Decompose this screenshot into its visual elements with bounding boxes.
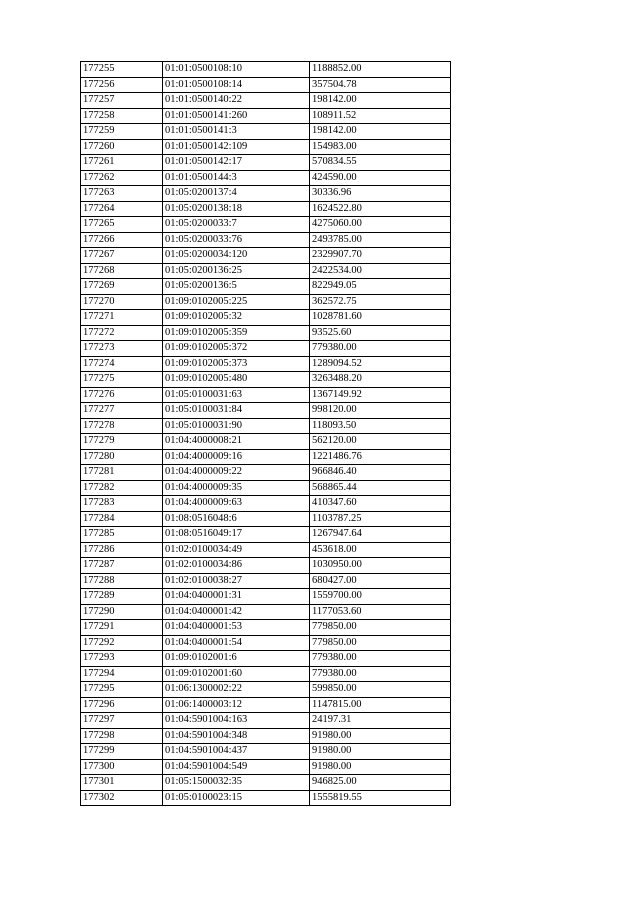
value-cell: 568865.44 <box>310 480 451 496</box>
table-row <box>81 387 451 403</box>
cadastral-number-cell: 01:05:0100031:84 <box>163 403 310 419</box>
table-row <box>81 310 451 326</box>
cadastral-number-cell: 01:09:0102005:359 <box>163 325 310 341</box>
value-cell: 108911.52 <box>310 108 451 124</box>
row-number-cell: 177279 <box>81 434 163 450</box>
table-row <box>81 697 451 713</box>
table-row <box>81 232 451 248</box>
row-number-cell: 177283 <box>81 496 163 512</box>
cadastral-number-cell: 01:02:0100038:27 <box>163 573 310 589</box>
cadastral-number-cell: 01:08:0516048:6 <box>163 511 310 527</box>
cadastral-number-cell: 01:04:0400001:42 <box>163 604 310 620</box>
cadastral-number-cell: 01:04:5901004:163 <box>163 713 310 729</box>
row-number-cell: 177296 <box>81 697 163 713</box>
value-cell: 779850.00 <box>310 620 451 636</box>
table-row <box>81 248 451 264</box>
value-cell: 154983.00 <box>310 139 451 155</box>
table-row <box>81 263 451 279</box>
row-number-cell: 177272 <box>81 325 163 341</box>
row-number-cell: 177255 <box>81 62 163 78</box>
cadastral-number-cell: 01:09:0102005:373 <box>163 356 310 372</box>
cadastral-number-cell: 01:06:1300002:22 <box>163 682 310 698</box>
row-number-cell: 177292 <box>81 635 163 651</box>
row-number-cell: 177275 <box>81 372 163 388</box>
cadastral-number-cell: 01:04:4000009:63 <box>163 496 310 512</box>
cadastral-number-cell: 01:01:0500141:3 <box>163 124 310 140</box>
cadastral-number-cell: 01:01:0500142:17 <box>163 155 310 171</box>
value-cell: 1028781.60 <box>310 310 451 326</box>
table-row <box>81 170 451 186</box>
value-cell: 1289094.52 <box>310 356 451 372</box>
row-number-cell: 177280 <box>81 449 163 465</box>
cadastral-number-cell: 01:01:0500108:14 <box>163 77 310 93</box>
table-row <box>81 201 451 217</box>
row-number-cell: 177291 <box>81 620 163 636</box>
table-row <box>81 186 451 202</box>
table-row <box>81 77 451 93</box>
cadastral-number-cell: 01:05:0200033:7 <box>163 217 310 233</box>
cadastral-number-cell: 01:02:0100034:49 <box>163 542 310 558</box>
cadastral-number-cell: 01:05:0200136:5 <box>163 279 310 295</box>
table-row <box>81 573 451 589</box>
table-row <box>81 527 451 543</box>
cadastral-number-cell: 01:04:5901004:348 <box>163 728 310 744</box>
row-number-cell: 177267 <box>81 248 163 264</box>
table-row <box>81 418 451 434</box>
value-cell: 1103787.25 <box>310 511 451 527</box>
row-number-cell: 177278 <box>81 418 163 434</box>
row-number-cell: 177295 <box>81 682 163 698</box>
row-number-cell: 177302 <box>81 790 163 806</box>
table-row <box>81 62 451 78</box>
row-number-cell: 177269 <box>81 279 163 295</box>
row-number-cell: 177277 <box>81 403 163 419</box>
value-cell: 24197.31 <box>310 713 451 729</box>
row-number-cell: 177257 <box>81 93 163 109</box>
value-cell: 91980.00 <box>310 728 451 744</box>
table-row <box>81 139 451 155</box>
value-cell: 822949.05 <box>310 279 451 295</box>
value-cell: 1177053.60 <box>310 604 451 620</box>
value-cell: 424590.00 <box>310 170 451 186</box>
cadastral-number-cell: 01:04:4000009:35 <box>163 480 310 496</box>
value-cell: 779380.00 <box>310 341 451 357</box>
value-cell: 30336.96 <box>310 186 451 202</box>
table-row <box>81 728 451 744</box>
value-cell: 779380.00 <box>310 651 451 667</box>
value-cell: 562120.00 <box>310 434 451 450</box>
cadastral-number-cell: 01:06:1400003:12 <box>163 697 310 713</box>
cadastral-number-cell: 01:05:1500032:35 <box>163 775 310 791</box>
value-cell: 998120.00 <box>310 403 451 419</box>
cadastral-number-cell: 01:09:0102005:32 <box>163 310 310 326</box>
row-number-cell: 177284 <box>81 511 163 527</box>
table-row <box>81 480 451 496</box>
value-cell: 362572.75 <box>310 294 451 310</box>
table-row <box>81 759 451 775</box>
row-number-cell: 177264 <box>81 201 163 217</box>
cadastral-number-cell: 01:05:0100031:90 <box>163 418 310 434</box>
row-number-cell: 177282 <box>81 480 163 496</box>
value-cell: 1559700.00 <box>310 589 451 605</box>
table-row <box>81 325 451 341</box>
value-cell: 4275060.00 <box>310 217 451 233</box>
value-cell: 946825.00 <box>310 775 451 791</box>
cadastral-number-cell: 01:09:0102005:372 <box>163 341 310 357</box>
value-cell: 1267947.64 <box>310 527 451 543</box>
value-cell: 91980.00 <box>310 744 451 760</box>
table-row <box>81 217 451 233</box>
value-cell: 453618.00 <box>310 542 451 558</box>
table-row <box>81 294 451 310</box>
cadastral-number-cell: 01:01:0500142:109 <box>163 139 310 155</box>
cadastral-number-cell: 01:05:0200137:4 <box>163 186 310 202</box>
table-row <box>81 434 451 450</box>
row-number-cell: 177274 <box>81 356 163 372</box>
table-row <box>81 465 451 481</box>
cadastral-number-cell: 01:04:4000008:21 <box>163 434 310 450</box>
cadastral-number-cell: 01:05:0200034:120 <box>163 248 310 264</box>
row-number-cell: 177258 <box>81 108 163 124</box>
row-number-cell: 177294 <box>81 666 163 682</box>
table-row <box>81 790 451 806</box>
cadastral-number-cell: 01:04:0400001:54 <box>163 635 310 651</box>
cadastral-number-cell: 01:05:0200138:18 <box>163 201 310 217</box>
cadastral-value-table <box>80 61 451 806</box>
table-row <box>81 620 451 636</box>
table-row <box>81 542 451 558</box>
value-cell: 1221486.76 <box>310 449 451 465</box>
row-number-cell: 177276 <box>81 387 163 403</box>
value-cell: 570834.55 <box>310 155 451 171</box>
row-number-cell: 177301 <box>81 775 163 791</box>
cadastral-number-cell: 01:09:0102001:6 <box>163 651 310 667</box>
cadastral-number-cell: 01:09:0102001:60 <box>163 666 310 682</box>
row-number-cell: 177266 <box>81 232 163 248</box>
value-cell: 779380.00 <box>310 666 451 682</box>
cadastral-number-cell: 01:04:4000009:16 <box>163 449 310 465</box>
value-cell: 779850.00 <box>310 635 451 651</box>
cadastral-number-cell: 01:05:0200033:76 <box>163 232 310 248</box>
cadastral-number-cell: 01:04:5901004:437 <box>163 744 310 760</box>
cadastral-number-cell: 01:08:0516049:17 <box>163 527 310 543</box>
table-row <box>81 635 451 651</box>
table-row <box>81 496 451 512</box>
value-cell: 966846.40 <box>310 465 451 481</box>
table-row <box>81 93 451 109</box>
cadastral-number-cell: 01:05:0100023:15 <box>163 790 310 806</box>
value-cell: 118093.50 <box>310 418 451 434</box>
cadastral-number-cell: 01:01:0500140:22 <box>163 93 310 109</box>
table-row <box>81 108 451 124</box>
cadastral-number-cell: 01:01:0500141:260 <box>163 108 310 124</box>
value-cell: 1367149.92 <box>310 387 451 403</box>
value-cell: 198142.00 <box>310 124 451 140</box>
value-cell: 3263488.20 <box>310 372 451 388</box>
row-number-cell: 177289 <box>81 589 163 605</box>
value-cell: 2422534.00 <box>310 263 451 279</box>
row-number-cell: 177287 <box>81 558 163 574</box>
table-row <box>81 372 451 388</box>
value-cell: 1188852.00 <box>310 62 451 78</box>
row-number-cell: 177265 <box>81 217 163 233</box>
cadastral-number-cell: 01:09:0102005:225 <box>163 294 310 310</box>
cadastral-number-cell: 01:05:0100031:63 <box>163 387 310 403</box>
cadastral-number-cell: 01:04:0400001:53 <box>163 620 310 636</box>
row-number-cell: 177286 <box>81 542 163 558</box>
table-row <box>81 651 451 667</box>
row-number-cell: 177281 <box>81 465 163 481</box>
row-number-cell: 177256 <box>81 77 163 93</box>
table-row <box>81 155 451 171</box>
value-cell: 1030950.00 <box>310 558 451 574</box>
value-cell: 599850.00 <box>310 682 451 698</box>
value-cell: 1555819.55 <box>310 790 451 806</box>
cadastral-number-cell: 01:01:0500144:3 <box>163 170 310 186</box>
row-number-cell: 177300 <box>81 759 163 775</box>
table-row <box>81 279 451 295</box>
cadastral-number-cell: 01:09:0102005:480 <box>163 372 310 388</box>
table-row <box>81 744 451 760</box>
row-number-cell: 177297 <box>81 713 163 729</box>
row-number-cell: 177261 <box>81 155 163 171</box>
table-row <box>81 124 451 140</box>
row-number-cell: 177290 <box>81 604 163 620</box>
value-cell: 680427.00 <box>310 573 451 589</box>
row-number-cell: 177298 <box>81 728 163 744</box>
row-number-cell: 177260 <box>81 139 163 155</box>
value-cell: 93525.60 <box>310 325 451 341</box>
row-number-cell: 177262 <box>81 170 163 186</box>
value-cell: 1624522.80 <box>310 201 451 217</box>
value-cell: 198142.00 <box>310 93 451 109</box>
value-cell: 357504.78 <box>310 77 451 93</box>
table-row <box>81 449 451 465</box>
cadastral-number-cell: 01:04:0400001:31 <box>163 589 310 605</box>
value-cell: 1147815.00 <box>310 697 451 713</box>
cadastral-number-cell: 01:04:4000009:22 <box>163 465 310 481</box>
table-row <box>81 403 451 419</box>
table-row <box>81 775 451 791</box>
row-number-cell: 177268 <box>81 263 163 279</box>
table-row <box>81 682 451 698</box>
table-row <box>81 511 451 527</box>
row-number-cell: 177273 <box>81 341 163 357</box>
table-row <box>81 589 451 605</box>
row-number-cell: 177270 <box>81 294 163 310</box>
row-number-cell: 177271 <box>81 310 163 326</box>
row-number-cell: 177263 <box>81 186 163 202</box>
row-number-cell: 177288 <box>81 573 163 589</box>
row-number-cell: 177259 <box>81 124 163 140</box>
table-row <box>81 356 451 372</box>
table-body <box>81 62 451 806</box>
table-row <box>81 341 451 357</box>
cadastral-number-cell: 01:01:0500108:10 <box>163 62 310 78</box>
cadastral-number-cell: 01:05:0200136:25 <box>163 263 310 279</box>
row-number-cell: 177285 <box>81 527 163 543</box>
table-row <box>81 604 451 620</box>
table-row <box>81 666 451 682</box>
table-row <box>81 558 451 574</box>
value-cell: 410347.60 <box>310 496 451 512</box>
table-row <box>81 713 451 729</box>
cadastral-number-cell: 01:04:5901004:549 <box>163 759 310 775</box>
value-cell: 2329907.70 <box>310 248 451 264</box>
value-cell: 91980.00 <box>310 759 451 775</box>
value-cell: 2493785.00 <box>310 232 451 248</box>
row-number-cell: 177293 <box>81 651 163 667</box>
row-number-cell: 177299 <box>81 744 163 760</box>
cadastral-number-cell: 01:02:0100034:86 <box>163 558 310 574</box>
